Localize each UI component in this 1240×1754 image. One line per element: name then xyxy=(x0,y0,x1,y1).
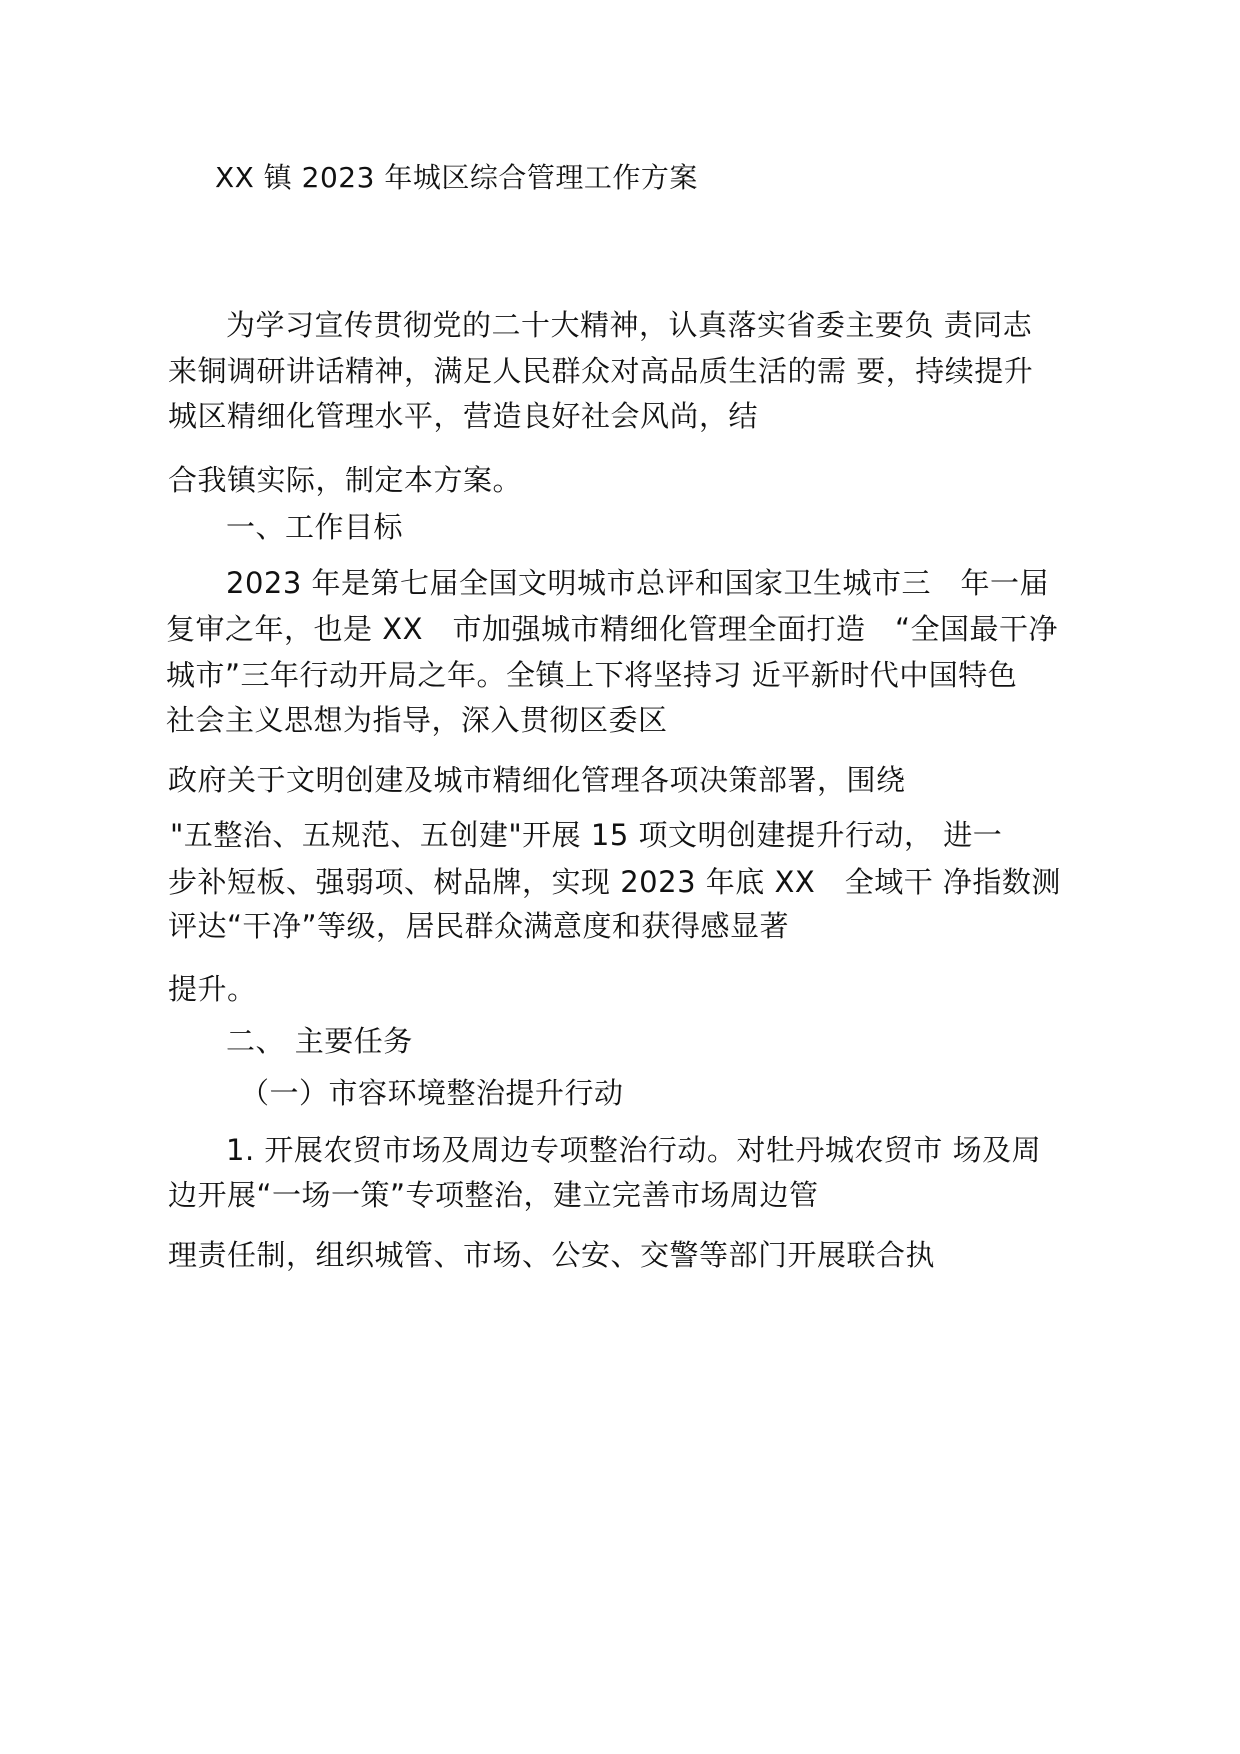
paragraph-line: 来铜调研讲话精神，满足人民群众对高品质生活的需 要，持续提升 xyxy=(168,354,1034,388)
paragraph-line: 为学习宣传贯彻党的二十大精神，认真落实省委主要负 责同志 xyxy=(226,308,1033,342)
document-title: XX 镇 2023 年城区综合管理工作方案 xyxy=(215,161,698,194)
paragraph-line: 政府关于文明创建及城市精细化管理各项决策部署，围绕 xyxy=(168,763,906,797)
paragraph-line: 步补短板、强弱项、树品牌，实现 2023 年底 XX 全域干 净指数测 xyxy=(168,865,1061,899)
paragraph-line: 理责任制，组织城管、市场、公安、交警等部门开展联合执 xyxy=(168,1238,936,1272)
paragraph-line: 1. 开展农贸市场及周边专项整治行动。对牡丹城农贸市 场及周 xyxy=(226,1133,1042,1167)
section-heading: 二、 主要任务 xyxy=(226,1024,413,1058)
paragraph-line: 复审之年，也是 XX 市加强城市精细化管理全面打造 “全国最干净 xyxy=(166,612,1058,646)
paragraph-line: 提升。 xyxy=(168,972,257,1006)
subsection-heading: （一）市容环境整治提升行动 xyxy=(240,1076,624,1110)
paragraph-line: 评达“干净”等级，居民群众满意度和获得感显著 xyxy=(168,909,790,943)
paragraph-line: 社会主义思想为指导，深入贯彻区委区 xyxy=(166,703,668,737)
paragraph-line: "五整治、五规范、五创建"开展 15 项文明创建提升行动， 进一 xyxy=(170,818,1003,852)
section-heading: 一、工作目标 xyxy=(226,510,404,544)
paragraph-line: 合我镇实际，制定本方案。 xyxy=(168,463,523,497)
paragraph-line: 城市”三年行动开局之年。全镇上下将坚持习 近平新时代中国特色 xyxy=(166,658,1018,692)
paragraph-line: 边开展“一场一策”专项整治，建立完善市场周边管 xyxy=(168,1178,819,1212)
paragraph-line: 城区精细化管理水平，营造良好社会风尚，结 xyxy=(168,399,759,433)
paragraph-line: 2023 年是第七届全国文明城市总评和国家卫生城市三 年一届 xyxy=(226,566,1050,600)
